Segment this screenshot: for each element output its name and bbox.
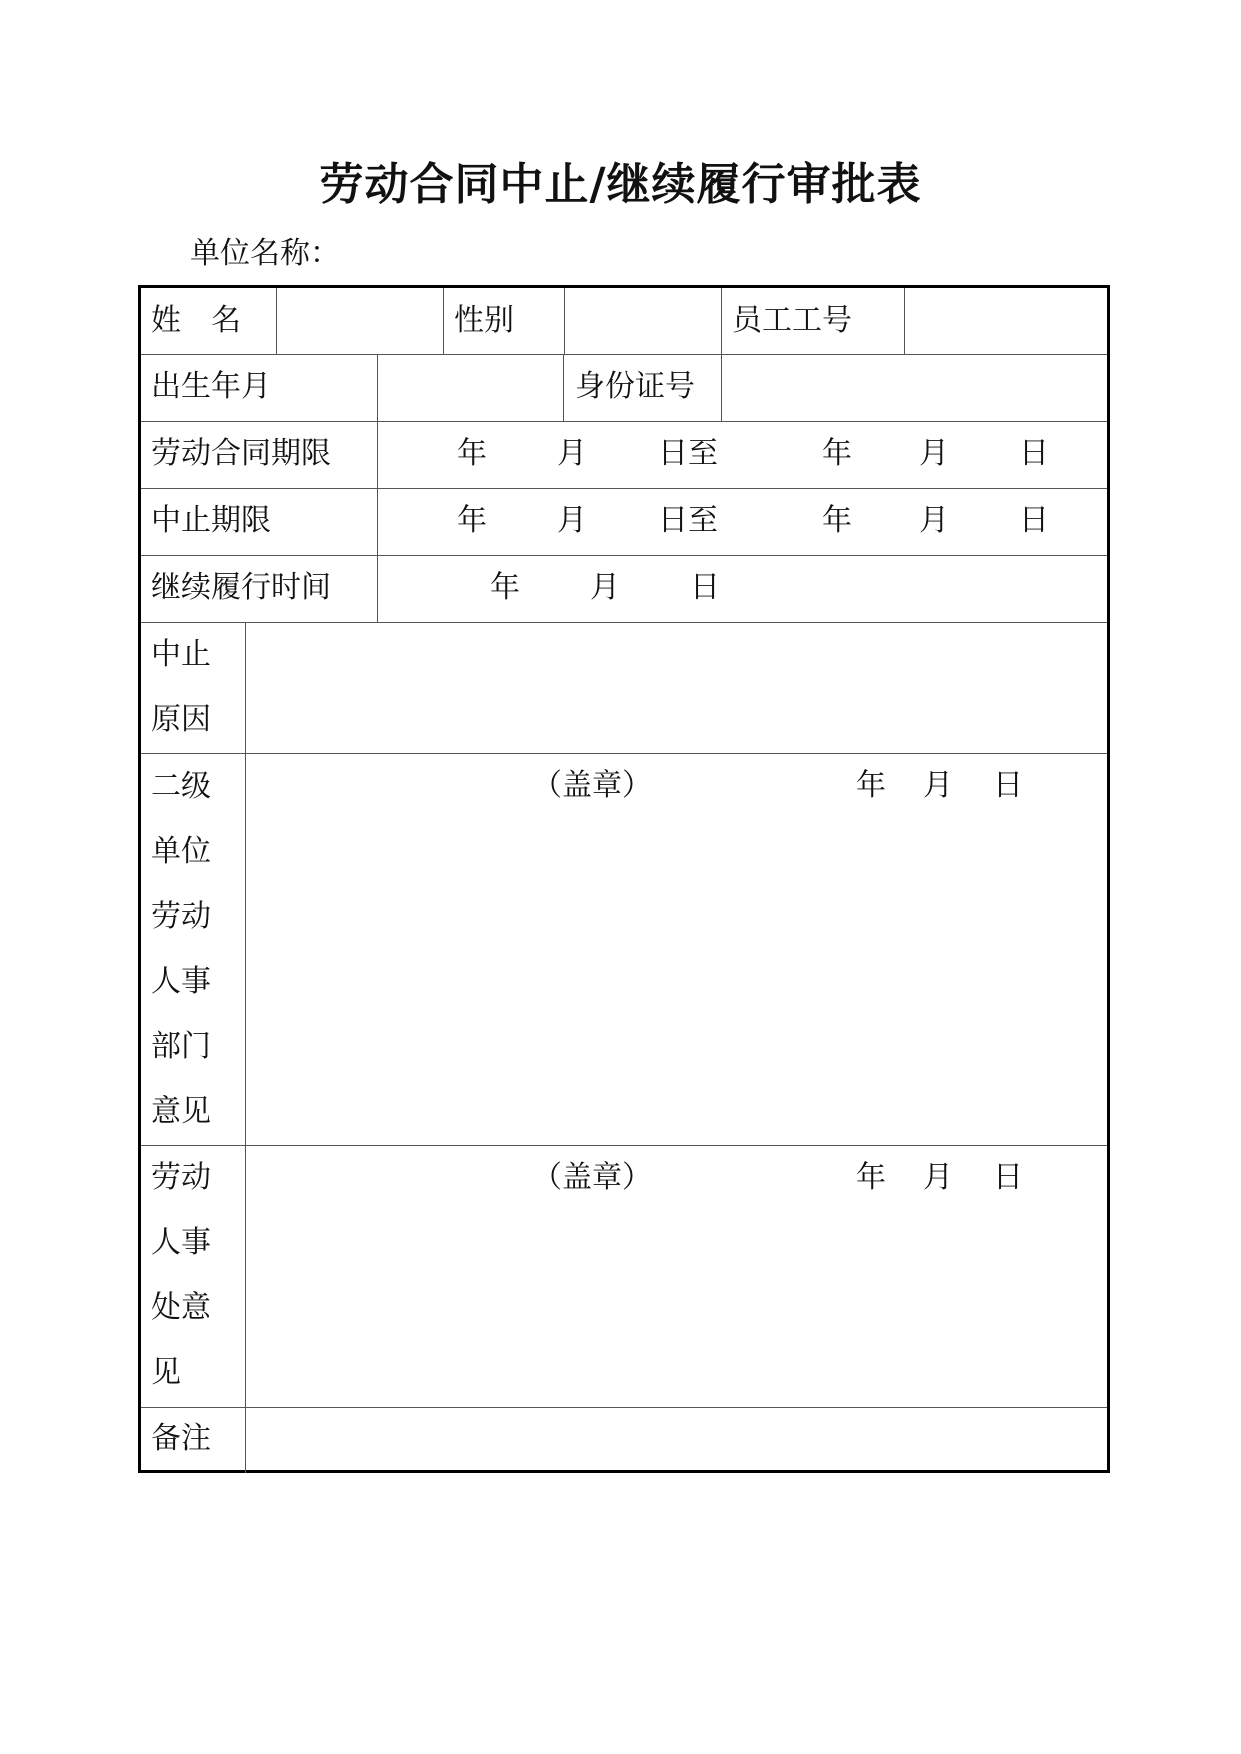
year-text: 年 <box>490 570 520 605</box>
form-title: 劳动合同中止/继续履行审批表 <box>319 159 922 210</box>
month-text: 月 <box>919 503 949 538</box>
hr-opinion-field[interactable] <box>246 1146 1107 1407</box>
birth-field[interactable] <box>378 355 563 421</box>
remarks-label: 备注 <box>151 1421 211 1456</box>
month-text: 月 <box>923 768 953 803</box>
dept-opinion-label <box>151 754 221 1144</box>
id-number-label: 身份证号 <box>575 369 695 404</box>
col-divider <box>443 288 444 354</box>
label-line: 部门 <box>151 1029 211 1064</box>
month-text: 月 <box>590 570 620 605</box>
day-to-text: 日至 <box>658 503 718 538</box>
year-text: 年 <box>457 436 487 471</box>
suspension-reason-label <box>151 622 221 752</box>
day-text: 日 <box>993 1160 1023 1195</box>
year-text: 年 <box>856 768 886 803</box>
dept-opinion-field[interactable] <box>246 754 1107 1145</box>
remarks-field[interactable] <box>246 1408 1107 1470</box>
year-text: 年 <box>856 1160 886 1195</box>
month-text: 月 <box>557 436 587 471</box>
day-text: 日 <box>690 570 720 605</box>
label-line: 中止 <box>151 637 211 672</box>
col-divider <box>563 354 564 421</box>
year-text: 年 <box>457 503 487 538</box>
resume-time-field[interactable] <box>378 556 1107 622</box>
label-line: 人事 <box>151 964 211 999</box>
col-divider <box>721 288 722 354</box>
label-line: 单位 <box>151 834 211 869</box>
hr-opinion-label <box>151 1145 221 1405</box>
label-line: 二级 <box>151 769 211 804</box>
suspension-period-label: 中止期限 <box>151 503 271 538</box>
day-text: 日 <box>1019 436 1049 471</box>
day-text: 日 <box>993 768 1023 803</box>
month-text: 月 <box>557 503 587 538</box>
seal-text: （盖章） <box>532 768 652 803</box>
label-line: 见 <box>151 1355 181 1390</box>
employee-no-label: 员工工号 <box>732 303 852 338</box>
month-text: 月 <box>923 1160 953 1195</box>
resume-time-label: 继续履行时间 <box>151 570 331 605</box>
suspension-period-field[interactable] <box>378 489 1107 555</box>
year-text: 年 <box>822 503 852 538</box>
gender-label: 性别 <box>454 303 514 338</box>
label-line: 原因 <box>151 702 211 737</box>
suspension-reason-field[interactable] <box>246 623 1107 753</box>
name-label: 姓 名 <box>151 303 241 338</box>
id-number-field[interactable] <box>722 355 1107 421</box>
label-line: 处意 <box>151 1290 211 1325</box>
birth-label: 出生年月 <box>151 369 271 404</box>
contract-period-label: 劳动合同期限 <box>151 436 331 471</box>
approval-form-table <box>138 285 1110 1473</box>
year-text: 年 <box>822 436 852 471</box>
unit-name-label: 单位名称： <box>190 236 340 271</box>
label-line: 意见 <box>151 1094 211 1129</box>
day-text: 日 <box>1019 503 1049 538</box>
month-text: 月 <box>919 436 949 471</box>
label-line: 人事 <box>151 1225 211 1260</box>
name-field[interactable] <box>277 288 443 354</box>
day-to-text: 日至 <box>658 436 718 471</box>
label-line: 劳动 <box>151 899 211 934</box>
label-line: 劳动 <box>151 1160 211 1195</box>
gender-field[interactable] <box>565 288 721 354</box>
contract-period-field[interactable] <box>378 422 1107 488</box>
employee-no-field[interactable] <box>905 288 1107 354</box>
seal-text: （盖章） <box>532 1160 652 1195</box>
